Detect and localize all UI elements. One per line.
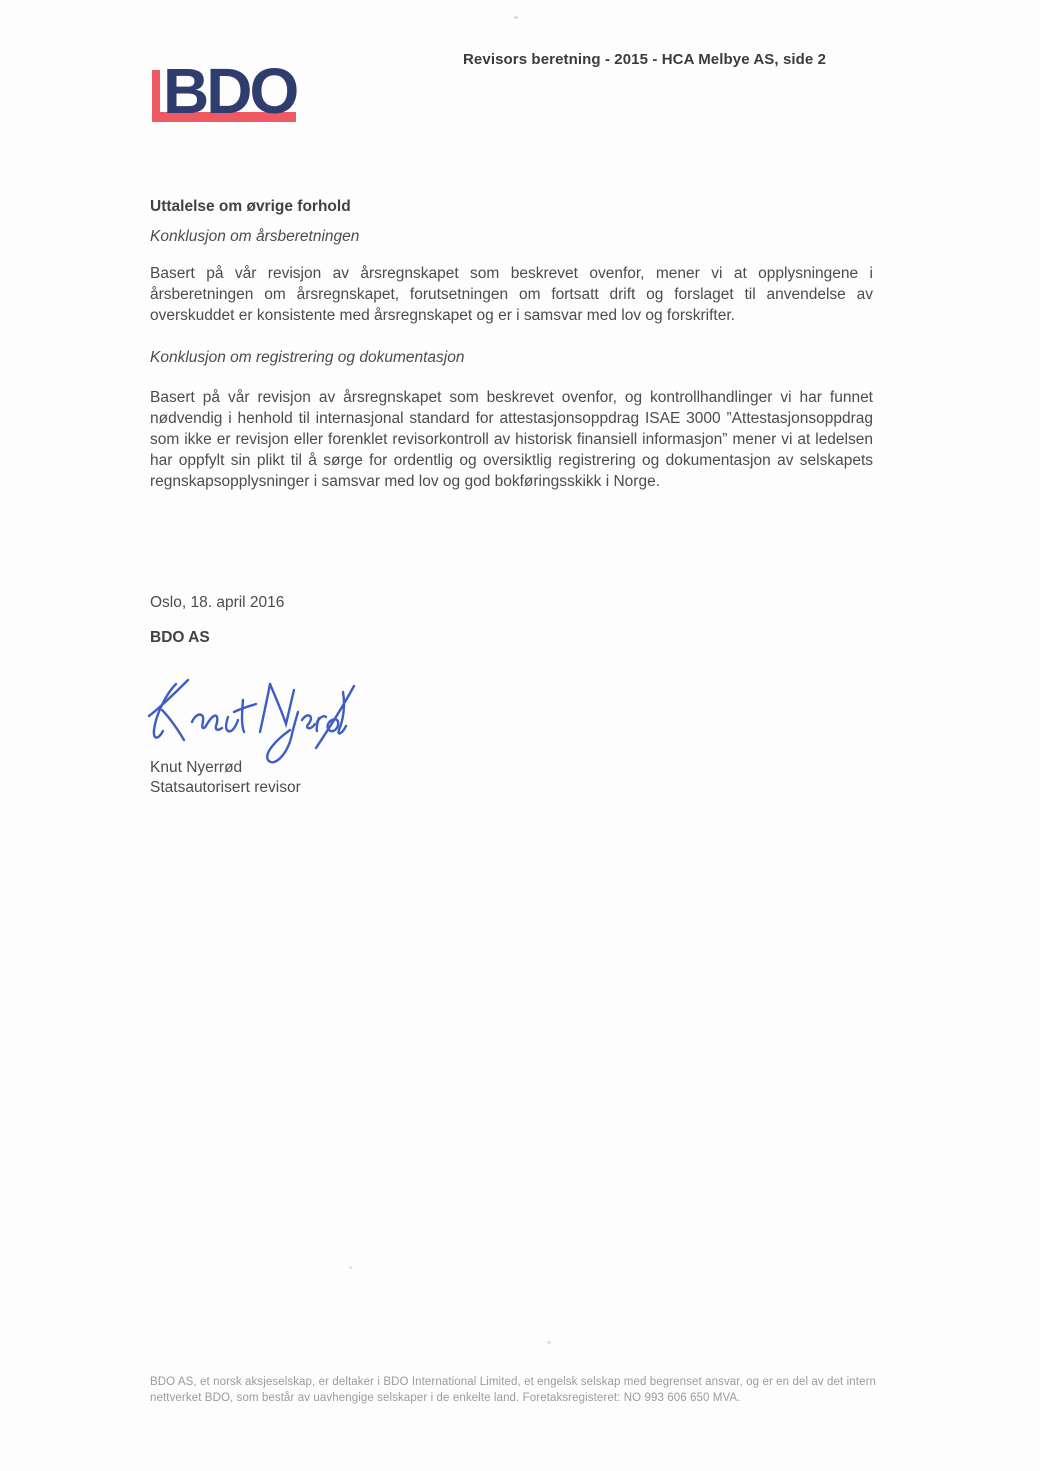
footer-line-2: nettverket BDO, som består av uavhengige selskaper i de enkelte land. Foretaksregisteret: NO 993 606 650 MVA. — [150, 1392, 741, 1404]
subheading-registrering: Konklusjon om registrering og dokumentasjon — [150, 349, 465, 366]
signer-title: Statsautorisert revisor — [150, 779, 301, 796]
scan-artifact — [547, 1341, 551, 1344]
section-heading: Uttalelse om øvrige forhold — [150, 198, 351, 215]
scan-artifact — [514, 16, 518, 19]
place-and-date: Oslo, 18. april 2016 — [150, 594, 285, 611]
paragraph-arsberetningen: Basert på vår revisjon av årsregnskapet som beskrevet ovenfor, mener vi at opplysningene i årsberetningen om årsregnskapet, forutsetningen om fortsatt drift og forslaget til anvendelse av overskuddet er konsistente med årsregnskapet og er i samsvar med lov og forskrifter. — [150, 265, 873, 324]
footer-legal-text — [150, 1374, 876, 1406]
document-header-title: Revisors beretning - 2015 - HCA Melbye AS, side 2 — [463, 51, 827, 68]
paragraph-registrering: Basert på vår revisjon av årsregnskapet som beskrevet ovenfor, og kontrollhandlinger vi har funnet nødvendig i henhold til internasjonal standard for attestasjonsoppdrag ISAE 3000 ”Attestasjonsoppdrag som ikke er revisjon eller forenklet revisorkontroll av historisk finansiell informasjon” mener vi at ledelsen har oppfylt sin plikt til å sørge for ordentlig og oversiktlig registrering og dokumentasjon av selskapets regnskapsopplysninger i samsvar med lov og god bokføringsskikk i Norge. — [150, 389, 873, 490]
logo-wordmark: BDO — [163, 55, 297, 127]
signature-handwriting — [146, 670, 358, 772]
signer-name: Knut Nyerrød — [150, 759, 243, 776]
bdo-logo — [150, 57, 300, 125]
footer-line-1: BDO AS, et norsk aksjeselskap, er deltaker i BDO International Limited, et engelsk selskap med begrenset ansvar, og er en del av det intern — [150, 1376, 877, 1388]
scan-artifact — [349, 1266, 352, 1269]
company-name: BDO AS — [150, 629, 210, 646]
subheading-arsberetningen: Konklusjon om årsberetningen — [150, 228, 360, 245]
